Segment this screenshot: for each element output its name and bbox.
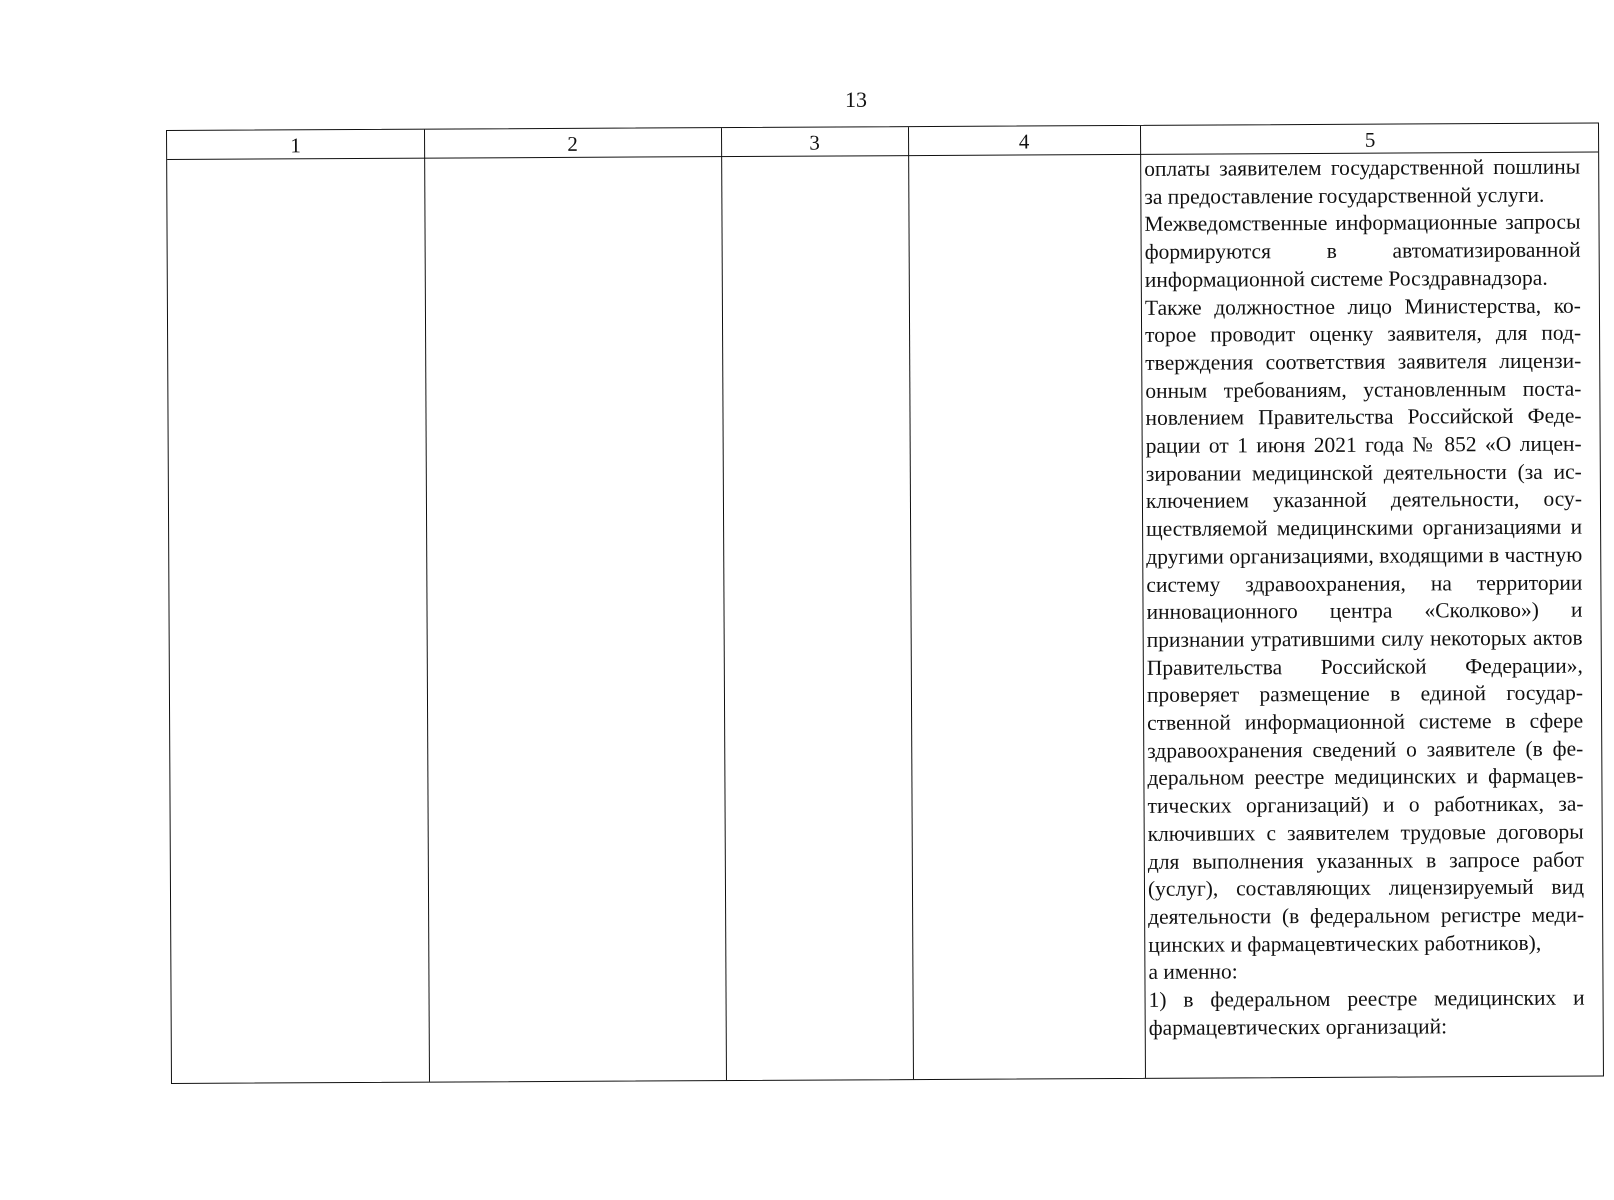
paragraph-fee-payment: оплаты заявителем государственной пошлины за предоставление государственной услуги.	[1144, 154, 1581, 209]
document-table	[166, 122, 1604, 1083]
column-header-1: 1	[290, 133, 301, 158]
column-header-4: 4	[1018, 129, 1030, 154]
column-header-2: 2	[567, 131, 578, 156]
page-number: 13	[845, 87, 867, 112]
paragraph-list-item-1: 1) в федеральном реестре медицинских и фармацевтических организаций:	[1148, 985, 1585, 1040]
column-header-3: 3	[809, 130, 820, 155]
paragraph-ministry-check: Также должностное лицо Министерства, которое проводит оценку заявителя, для подтверждения соответствия заявителя лицензионным требованиям, установленным постановлением Правительства Российской Федерации от 1 июня 2021 года № 852 «О лицензировании медицинской деятельности (за исключением указанной деятельности, осуществляемой медицинскими организациями и другими организациями, входящими в частную систему здравоохранения, на территории инновационного центра «Сколково») и признании утратившими силу некоторых актов Правительства Российской Федерации», проверяет размещение в единой государственной информационной системе в сфере здравоохранения сведений о заявителе (в федеральном реестре медицинских и фармацевтических организаций) и о работниках, заключивших с заявителем трудовые договоры для выполнения указанных в запросе работ (услуг), составляющих лицензируемый вид деятельности (в федеральном регистре медицинских и фармацевтических работников),	[1144, 293, 1585, 957]
column-divider-1-2	[424, 130, 430, 1082]
column-header-5: 5	[1364, 127, 1376, 152]
paragraph-interagency-requests: Межведомственные информационные запросы формируются в автоматизированной информационной системе Росздравнадзора.	[1144, 210, 1581, 292]
column-5-text	[1144, 154, 1585, 1043]
column-divider-2-3	[721, 128, 727, 1080]
column-divider-3-4	[908, 127, 914, 1079]
paragraph-namely: а именно:	[1148, 959, 1238, 985]
